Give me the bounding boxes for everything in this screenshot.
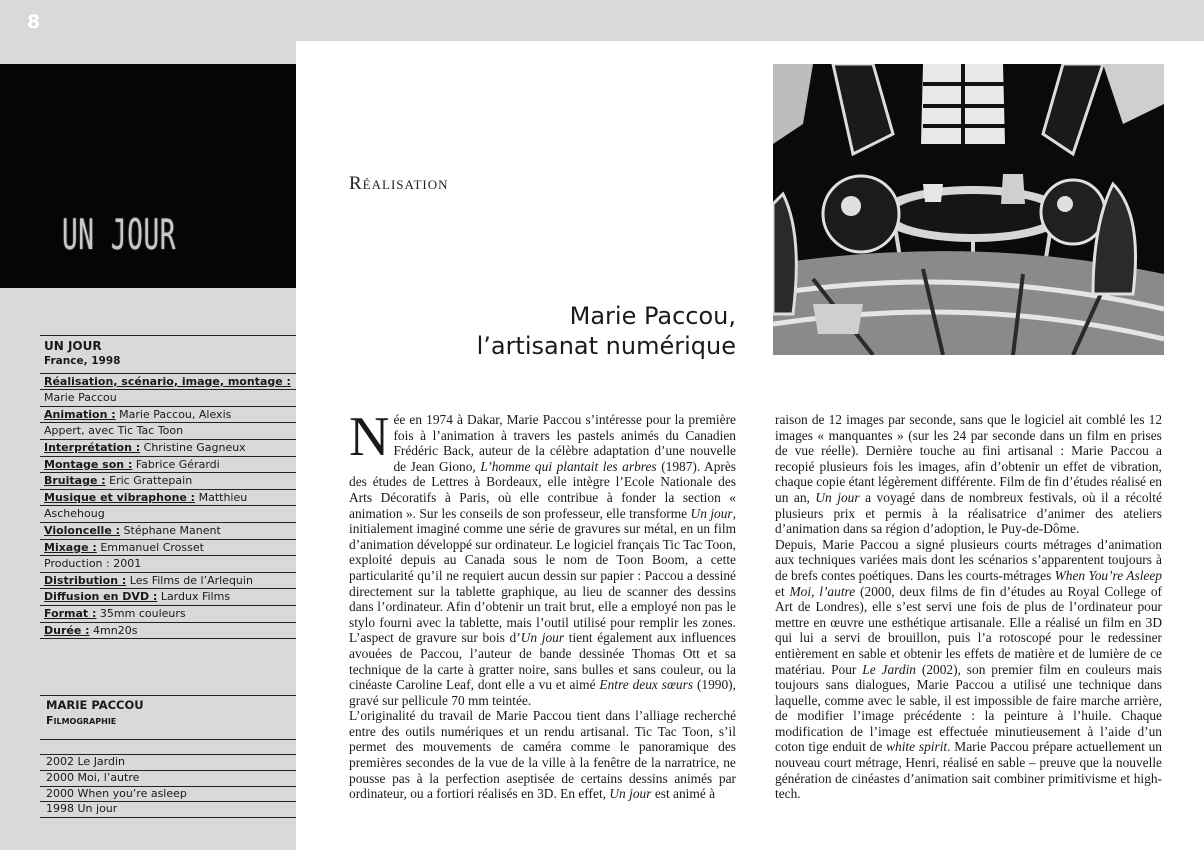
article-column-1 xyxy=(349,406,737,802)
woodcut-illustration xyxy=(773,64,1164,355)
filmography-gap xyxy=(40,740,296,755)
credit-animation-cont: Appert, avec Tic Tac Toon xyxy=(40,422,296,439)
top-band xyxy=(0,0,1204,41)
film-title-still xyxy=(0,64,296,288)
credit-realisation-value: Marie Paccou xyxy=(40,389,296,406)
article-paragraph-1: Née en 1974 à Dakar, Marie Paccou s’intéresse pour la première fois à l’animation à travers les pastels animés du Canadien Frédéric Back, auteur de la célèbre adaptation d’une nouvelle de Jean Giono, L’homme qui plantait les arbres (1987). Après des études de Lettres à Bordeaux, elle intègre l’Ecole Nationale des Arts Décoratifs à Paris, où elle contribue à fonder la section « animation ». Sur les conseils de son professeur, elle transforme Un jour, initialement imaginé comme une série de gravures sur métal, en un film d’animation développé sur ordinateur. Le logiciel français Tic Tac Toon, exploité depuis au Canada sous le nom de Toon Boom, a cette particularité qu’il ne requiert aucun dessin sur papier : Paccou a dessiné directement sur la tablette graphique, au lieu de scanner des dessins dans l’ordinateur. Afin d’obtenir un trait brut, elle a employé non pas le stylo fourni avec la tablette, mais l’outil utilisé pour remplir les zones. L’aspect de gravure sur bois d’Un jour tient également aux influences avouées de Paccou, l’auteur de bande dessinée Thomas Ott et sa technique de la carte à gratter noire, sans bulles et sans couleur, ou la cinéaste Caroline Leaf, dont elle a vu et aimé Entre deux sœurs (1990), gravé sur pellicule 70 mm teintée. xyxy=(349,406,737,708)
filmography xyxy=(40,695,296,818)
article-paragraph-3: Depuis, Marie Paccou a signé plusieurs courts métrages d’animation aux techniques variées mais dont les scénarios s’apparentent toujours à de brefs contes poétiques. Dans les courts-métrages When You’re Asleep et Moi, l’autre (2000, deux films de fin d’études au Royal College of Art de Londres), elle s’est servi une fois de plus de l’ordinateur pour mettre en œuvre une esthétique artisanale. Elle a réalisé un film en 3D qui lui a servi de brouillon, puis l’a rotoscopé pour le redessiner entièrement en sable et obtenir les effets de matière et de lumière de ce matériau. Pour Le Jardin (2002), son premier film en couleurs mais toujours sans dialogues, Marie Paccou a utilisé une technique dans laquelle, comme avec le sable, il est impossible de faire marche arrière, de modifier l’image précédente : la peinture à l’huile. Chaque modification de l’image est effectuée minutieusement à l’aide d’un coton tige enduit de white spirit. Marie Paccou prépare actuellement un nouveau court métrage, Henri, réalisé en sable – preuve que la nouvelle génération de cinéastes d’animation sait combiner primitivisme et high-tech. xyxy=(775,536,1163,802)
filmography-item: 2002 Le Jardin xyxy=(40,755,296,771)
credits-header xyxy=(40,335,296,373)
section-label: Réalisation xyxy=(349,173,449,194)
credit-duree: Durée : 4mn20s xyxy=(40,622,296,640)
article-column-2 xyxy=(775,412,1162,802)
film-title: UN JOUR xyxy=(44,339,102,353)
filmography-subtitle: Filmographie xyxy=(46,714,117,727)
film-country-year: France, 1998 xyxy=(44,355,121,367)
filmography-header xyxy=(40,695,296,740)
director-name: MARIE PACCOU xyxy=(46,698,144,712)
credit-musique: Musique et vibraphone : Matthieu xyxy=(40,489,296,506)
filmography-item: 1998 Un jour xyxy=(40,802,296,818)
credit-dvd: Diffusion en DVD : Lardux Films xyxy=(40,588,296,605)
article-heading xyxy=(430,301,736,361)
heading-line-2: l’artisanat numérique xyxy=(476,332,736,360)
credit-format: Format : 35mm couleurs xyxy=(40,605,296,622)
page-number: 8 xyxy=(27,11,41,33)
credit-animation: Animation : Marie Paccou, Alexis xyxy=(40,406,296,423)
credit-interpretation: Interprétation : Christine Gagneux xyxy=(40,439,296,456)
credit-production: Production : 2001 xyxy=(40,555,296,572)
credit-bruitage: Bruitage : Eric Grattepain xyxy=(40,472,296,489)
filmography-item: 2000 When you’re asleep xyxy=(40,787,296,803)
article-paragraph-2: L’originalité du travail de Marie Paccou tient dans l’alliage recherché entre des outils numériques et un rendu artisanal. Tic Tac Toon, s’il permet des mouvements de caméra comme le panoramique des premières secondes de la vue de la ville à la fenêtre de la narratrice, ne pousse pas à la perfection aseptisée de certains dessins animés par ordinateur, ou a fortiori réalisés en 3D. En effet, Un jour est animé à xyxy=(349,708,737,802)
credit-musique-cont: Aschehoug xyxy=(40,505,296,522)
credit-mixage: Mixage : Emmanuel Crosset xyxy=(40,539,296,556)
heading-line-1: Marie Paccou, xyxy=(569,302,736,330)
film-still-photo xyxy=(773,64,1164,355)
credit-violoncelle: Violoncelle : Stéphane Manent xyxy=(40,522,296,539)
filmography-item: 2000 Moi, l’autre xyxy=(40,771,296,787)
still-title-text: UN JOUR xyxy=(62,210,177,259)
credit-distribution: Distribution : Les Films de l’Arlequin xyxy=(40,572,296,589)
credit-montage-son: Montage son : Fabrice Gérardi xyxy=(40,456,296,473)
film-credits xyxy=(40,335,296,639)
article-paragraph-2-continued: raison de 12 images par seconde, sans que le logiciel ait comblé les 12 images « manquantes » (sur les 24 par seconde dans un film en prises de vue réelle). Dernière touche au fini artisanal : Marie Paccou a recopié plusieurs fois les images, afin d’obtenir un effet de vibration, chaque copie étant légèrement différente. Film de fin d’études réalisé en un an, Un jour a voyagé dans de nombreux festivals, où il a récolté plusieurs prix et permis à la réalisatrice d’animer des ateliers d’animation dans sa région d’adoption, le Puy-de-Dôme. xyxy=(775,412,1163,537)
drop-cap: N xyxy=(349,406,390,468)
credit-realisation: Réalisation, scénario, image, montage : xyxy=(40,373,296,390)
